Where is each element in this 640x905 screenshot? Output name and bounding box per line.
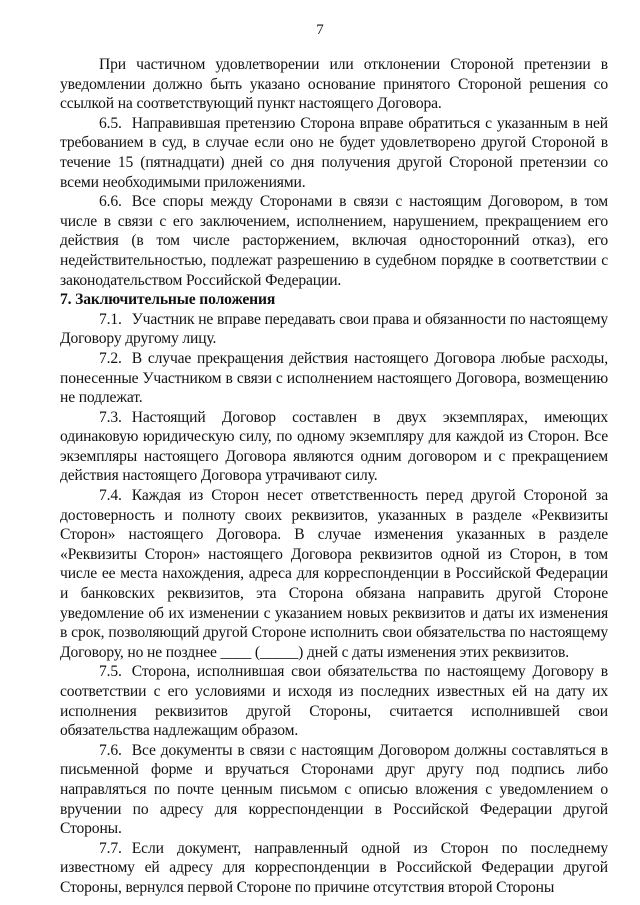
paragraph-7-5: [60, 662, 608, 740]
paragraph-text: Все споры между Сторонами в связи с настоящим Договором, в том числе в связи с его заключением, исполнением, нарушением, прекращением его действия (в том числе расторжением, включая односторонний отказ), его недействительностью, подлежат разрешению в судебном порядке в соответствии с законодательством Российской Федерации.: [60, 193, 608, 289]
paragraph-text: Направившая претензию Сторона вправе обратиться с указанным в ней требованием в суд, в случае если оно не будет удовлетворено другой Стороной в течение 15 (пятнадцати) дней со дня получения другой Стороной претензии со всеми необходимыми приложениями.: [60, 114, 608, 191]
paragraph-7-3: [60, 408, 608, 486]
section-heading: 7. Заключительные положения: [60, 291, 276, 309]
paragraph-number: 6.5.: [99, 114, 122, 132]
paragraph-number: 7.3.: [99, 408, 122, 426]
paragraph-number: 7.5.: [99, 663, 122, 681]
paragraph-7-4: [60, 486, 608, 662]
paragraph-7-7: [60, 839, 608, 898]
paragraph-number: 7.4.: [99, 487, 122, 505]
paragraph-number: 7.1.: [99, 310, 122, 328]
paragraph-6-4-cont: [60, 55, 608, 114]
paragraph-text: Каждая из Сторон несет ответственность перед другой Стороной за достоверность и полноту своих реквизитов, указанных в разделе «Реквизиты Сторон» настоящего Договора. В случае изменения указанных в разделе «Реквизиты Сторон» настоящего Договора реквизитов одной из Сторон, в том числе ее места нахождения, адреса для корреспонденции в Российской Федерации и банковских реквизитов, эта Сторона обязана направить другой Стороне уведомление об их изменении с указанием новых реквизитов и даты их изменения в срок, позволяющий другой Стороне исполнить свои обязательства по настоящему Договору, но не позднее ____ (_____) дней с даты изменения этих реквизитов.: [60, 487, 608, 661]
paragraph-7-2: [60, 349, 608, 408]
document-body: [60, 55, 608, 898]
paragraph-text: В случае прекращения действия настоящего Договора любые расходы, понесенные Участником в связи с исполнением настоящего Договора, возмещению не подлежат.: [60, 349, 608, 407]
paragraph-number: 6.6.: [99, 193, 122, 211]
paragraph-6-6: [60, 192, 608, 290]
paragraph-text: Участник не вправе передавать свои права и обязанности по настоящему Договору другому лицу.: [60, 310, 608, 348]
paragraph-text: При частичном удовлетворении или отклонении Стороной претензии в уведомлении должно быть указано основание принятого Стороной решения со ссылкой на соответствующий пункт настоящего Договора.: [60, 56, 608, 113]
paragraph-text: Если документ, направленный одной из Сторон по последнему известному ей адресу для корреспонденции в Российской Федерации другой Стороны, вернулся первой Стороне по причине отсутствия второй Стороны: [60, 839, 608, 896]
paragraph-7-1: [60, 310, 608, 349]
paragraph-text: Настоящий Договор составлен в двух экземплярах, имеющих одинаковую юридическую силу, по одному экземпляру для каждой из Сторон. Все экземпляры настоящего Договора являются одним договором и с прекращением действия настоящего Договора утрачивают силу.: [60, 408, 608, 485]
paragraph-number: 7.6.: [99, 741, 122, 759]
paragraph-text: Сторона, исполнившая свои обязательства по настоящему Договору в соответствии с его условиями и исходя из последних известных ей на дату их исполнения реквизитов другой Стороны, считается исполнившей свои обязательства надлежащим образом.: [60, 663, 608, 740]
page-number: 7: [316, 22, 324, 38]
paragraph-6-5: [60, 114, 608, 192]
paragraph-number: 7.2.: [99, 349, 122, 367]
paragraph-text: Все документы в связи с настоящим Договором должны составляться в письменной форме и вручаться Сторонами друг другу под подпись либо направляться по почте ценным письмом с описью вложения с уведомлением о вручении по адресу для корреспонденции в Российской Федерации другой Стороны.: [60, 741, 608, 838]
paragraph-7-6: [60, 741, 608, 839]
paragraph-number: 7.7.: [99, 839, 122, 857]
